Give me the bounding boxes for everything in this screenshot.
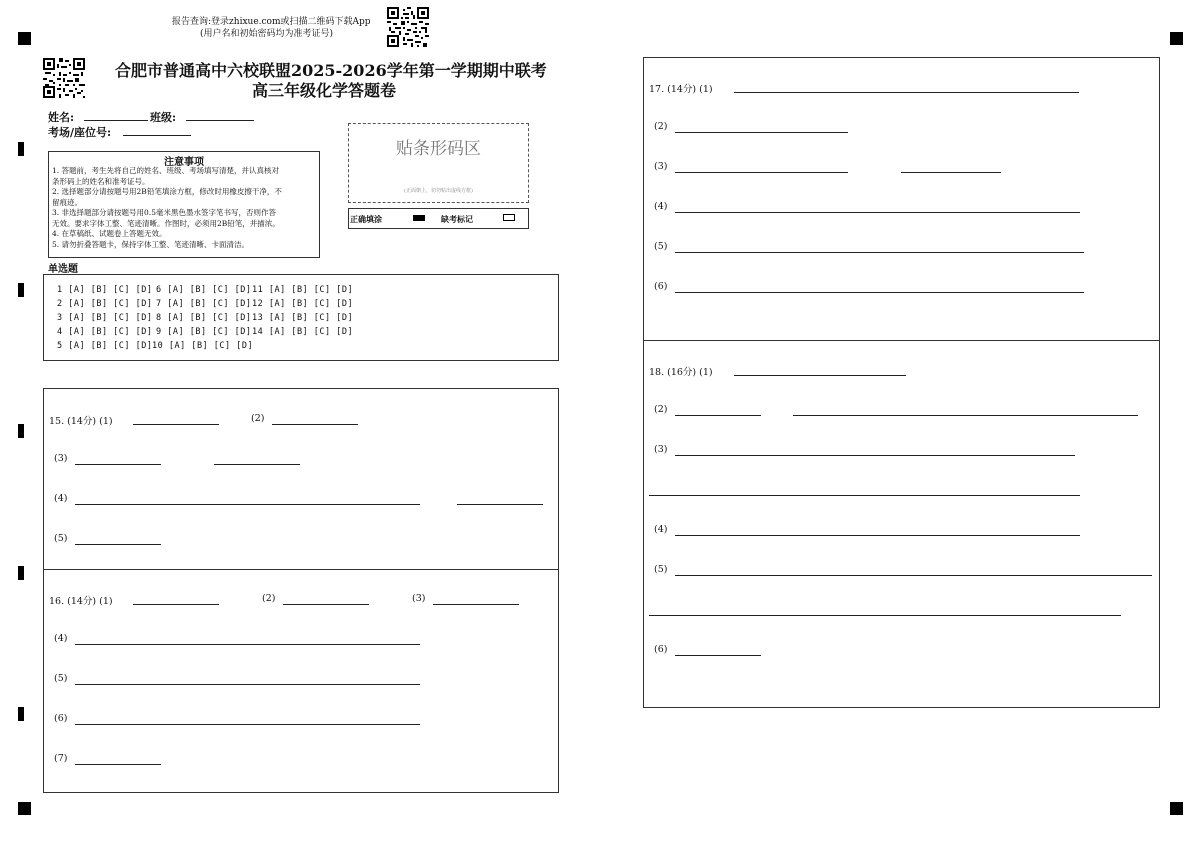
timing-mark — [18, 566, 24, 580]
q18-answer-line[interactable] — [649, 495, 1080, 496]
q17-answer-line[interactable] — [675, 212, 1080, 213]
q16-answer-line[interactable] — [283, 604, 369, 605]
class-label: 班级: — [150, 111, 177, 124]
mc-option-row[interactable]: 9 [A] [B] [C] [D] — [156, 327, 252, 337]
mc-option-row[interactable]: 2 [A] [B] [C] [D] — [57, 299, 153, 309]
q16-header: 16. (14分) (1) — [49, 596, 113, 607]
q15-part-label: (4) — [54, 493, 68, 504]
q18-header: 18. (16分) (1) — [649, 367, 713, 378]
fill-legend — [348, 208, 529, 229]
q16-part-label: (4) — [54, 633, 68, 644]
report-query-text: 报告查询:登录zhixue.com或扫描二维码下载App — [172, 17, 371, 27]
q17-part-label: (6) — [654, 281, 668, 292]
timing-mark — [18, 142, 24, 156]
report-query-note: (用户名和初始密码均为准考证号) — [200, 29, 334, 39]
mc-option-row[interactable]: 14 [A] [B] [C] [D] — [252, 327, 354, 337]
name-label: 姓名: — [48, 111, 75, 124]
timing-mark — [18, 283, 24, 297]
q18-answer-line[interactable] — [649, 615, 1121, 616]
mc-option-row[interactable]: 12 [A] [B] [C] [D] — [252, 299, 354, 309]
q17-answer-line[interactable] — [675, 132, 848, 133]
barcode-area-title: 贴条形码区 — [396, 139, 481, 159]
q16-part-label: (7) — [54, 753, 68, 764]
q16-part-label: (2) — [262, 593, 276, 604]
barcode-area-hint: (正面朝上，切勿贴出虚线方框) — [404, 188, 473, 194]
q17-header: 17. (14分) (1) — [649, 84, 713, 95]
q16-answer-line[interactable] — [75, 724, 420, 725]
q16-answer-line[interactable] — [133, 604, 219, 605]
q15-answer-line[interactable] — [75, 504, 420, 505]
q16-part-label: (3) — [412, 593, 426, 604]
q15-answer-line[interactable] — [75, 464, 161, 465]
q18-box — [643, 340, 1160, 708]
q15-answer-line[interactable] — [214, 464, 300, 465]
q17-part-label: (2) — [654, 121, 668, 132]
q17-part-label: (4) — [654, 201, 668, 212]
timing-mark — [18, 707, 24, 721]
q15-box — [43, 388, 559, 570]
report-qr-code — [43, 58, 85, 98]
barcode-area — [348, 123, 529, 203]
q18-answer-line[interactable] — [675, 575, 1152, 576]
corner-mark-top-left — [18, 32, 31, 45]
absent-mark-label: 缺考标记 — [441, 214, 473, 224]
room-seat-label: 考场/座位号: — [48, 126, 112, 139]
corner-mark-bottom-left — [18, 802, 31, 815]
q16-part-label: (5) — [54, 673, 68, 684]
q15-header: 15. (14分) (1) — [49, 416, 113, 427]
mc-option-row[interactable]: 6 [A] [B] [C] [D] — [156, 285, 252, 295]
q18-part-label: (4) — [654, 524, 668, 535]
notice-box — [48, 151, 320, 258]
exam-subtitle: 高三年级化学答题卷 — [252, 81, 397, 100]
mc-answer-box — [43, 274, 559, 361]
notice-title: 注意事项 — [164, 157, 204, 168]
mc-option-row[interactable]: 3 [A] [B] [C] [D] — [57, 313, 153, 323]
q18-answer-line[interactable] — [675, 415, 761, 416]
q17-part-label: (5) — [654, 241, 668, 252]
name-field[interactable] — [84, 120, 148, 121]
download-qr-code — [387, 7, 429, 47]
q17-answer-line[interactable] — [675, 292, 1084, 293]
absent-mark-box[interactable] — [503, 214, 515, 221]
q18-answer-line[interactable] — [734, 375, 906, 376]
q16-part-label: (6) — [54, 713, 68, 724]
q15-answer-line[interactable] — [457, 504, 543, 505]
q17-answer-line[interactable] — [734, 92, 1079, 93]
q15-answer-line[interactable] — [75, 544, 161, 545]
q17-answer-line[interactable] — [675, 172, 848, 173]
q16-answer-line[interactable] — [75, 644, 420, 645]
room-seat-field[interactable] — [123, 135, 191, 136]
mc-option-row[interactable]: 11 [A] [B] [C] [D] — [252, 285, 354, 295]
q15-part-label: (5) — [54, 533, 68, 544]
class-field[interactable] — [186, 120, 254, 121]
corner-mark-top-right — [1170, 32, 1183, 45]
q15-part-label: (2) — [251, 413, 265, 424]
q18-part-label: (6) — [654, 644, 668, 655]
q16-answer-line[interactable] — [75, 764, 161, 765]
mc-option-row[interactable]: 13 [A] [B] [C] [D] — [252, 313, 354, 323]
q18-answer-line[interactable] — [675, 455, 1075, 456]
q17-part-label: (3) — [654, 161, 668, 172]
correct-fill-sample — [413, 215, 425, 221]
timing-mark — [18, 424, 24, 438]
mc-option-row[interactable]: 4 [A] [B] [C] [D] — [57, 327, 153, 337]
mc-option-row[interactable]: 1 [A] [B] [C] [D] — [57, 285, 153, 295]
q15-answer-line[interactable] — [272, 424, 358, 425]
mc-option-row[interactable]: 10 [A] [B] [C] [D] — [152, 341, 254, 351]
q16-answer-line[interactable] — [75, 684, 420, 685]
q18-answer-line[interactable] — [793, 415, 1138, 416]
mc-option-row[interactable]: 5 [A] [B] [C] [D] — [57, 341, 153, 351]
mc-section-label: 单选题 — [48, 264, 78, 275]
q16-box — [43, 569, 559, 793]
q18-part-label: (5) — [654, 564, 668, 575]
q15-answer-line[interactable] — [133, 424, 219, 425]
q18-part-label: (2) — [654, 404, 668, 415]
q17-answer-line[interactable] — [901, 172, 1001, 173]
mc-option-row[interactable]: 8 [A] [B] [C] [D] — [156, 313, 252, 323]
exam-title: 合肥市普通高中六校联盟2025-2026学年第一学期期中联考 — [115, 61, 547, 80]
q18-answer-line[interactable] — [675, 655, 761, 656]
q15-part-label: (3) — [54, 453, 68, 464]
notice-text: 1. 答题前，考生先将自己的姓名、班级、考场填写清楚，并认真核对 条形码上的姓名和准考证号。 2. 选择题部分请按题号用2B铅笔填涂方框，修改时用橡皮擦干净，不 留痕迹。 3. 非选择题部分请按题号用0.5毫米黑色墨水签字笔书写，否则作答 无效。要求字体工整、笔迹清晰。作图时，必须用2B铅笔，并描浓。 4. 在草稿纸、试题卷上答题无效。 5. 请勿折叠答题卡，保持字体工整、笔迹清晰、卡面清洁。 — [52, 166, 282, 249]
mc-option-row[interactable]: 7 [A] [B] [C] [D] — [156, 299, 252, 309]
q16-answer-line[interactable] — [433, 604, 519, 605]
q18-answer-line[interactable] — [675, 535, 1080, 536]
q17-box — [643, 57, 1160, 341]
q18-part-label: (3) — [654, 444, 668, 455]
corner-mark-bottom-right — [1170, 802, 1183, 815]
q17-answer-line[interactable] — [675, 252, 1084, 253]
correct-fill-label: 正确填涂 — [350, 214, 382, 224]
